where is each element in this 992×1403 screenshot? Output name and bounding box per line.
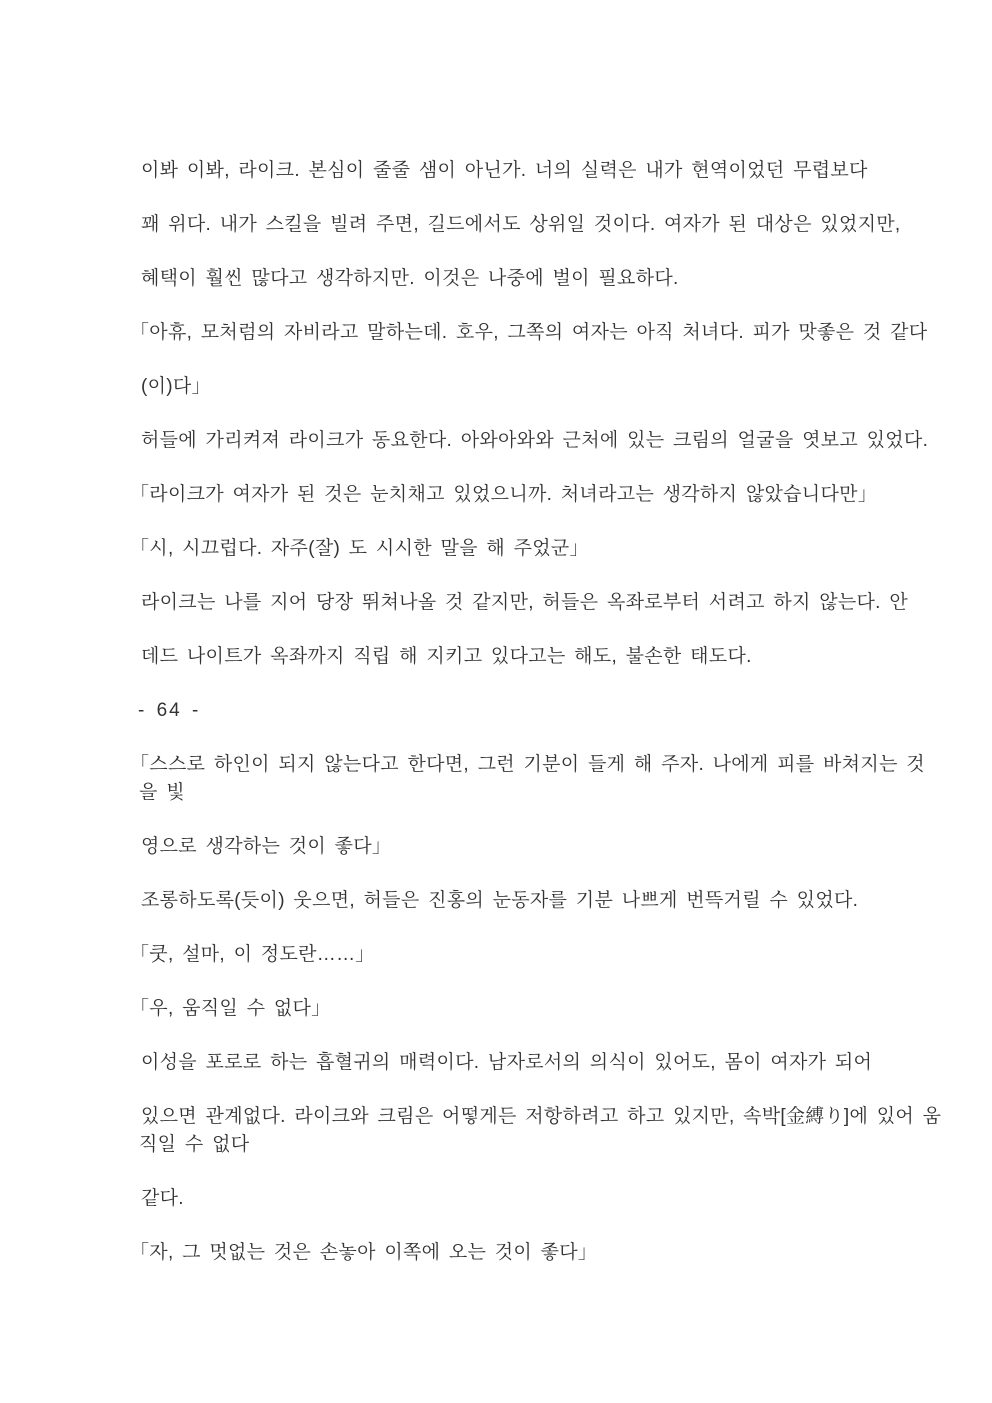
text-line: 을 빛 xyxy=(139,782,185,803)
text-line: 「라이크가 여자가 된 것은 눈치채고 있었으니까. 처녀라고는 생각하지 않았습니다만」 xyxy=(130,484,878,505)
text-line: 있으면 관계없다. 라이크와 크림은 어떻게든 저항하려고 하고 있지만, 속박[金縛り]에 있어 움 xyxy=(141,1106,942,1127)
text-line: 「우, 움직일 수 없다」 xyxy=(130,998,331,1019)
text-line: 「자, 그 멋없는 것은 손놓아 이쪽에 오는 것이 좋다」 xyxy=(130,1242,598,1263)
text-line: 조롱하도록(듯이) 웃으면, 허들은 진홍의 눈동자를 기분 나쁘게 번뜩거릴 수 있었다. xyxy=(141,890,859,911)
text-line: 「스스로 하인이 되지 않는다고 한다면, 그런 기분이 들게 해 주자. 나에게 피를 바쳐지는 것 xyxy=(130,754,925,775)
text-line: 이성을 포로로 하는 흡혈귀의 매력이다. 남자로서의 의식이 있어도, 몸이 여자가 되어 xyxy=(141,1052,873,1073)
text-line: 라이크는 나를 지어 당장 뛰쳐나올 것 같지만, 허들은 옥좌로부터 서려고 하지 않는다. 안 xyxy=(141,592,908,613)
text-line: 허들에 가리켜져 라이크가 동요한다. 아와아와와 근처에 있는 크림의 얼굴을 엿보고 있었다. xyxy=(141,430,929,451)
page-number: - 64 - xyxy=(138,700,201,721)
text-line: 꽤 위다. 내가 스킬을 빌려 주면, 길드에서도 상위일 것이다. 여자가 된 대상은 있었지만, xyxy=(141,214,901,235)
text-line: 「시, 시끄럽다. 자주(잘) 도 시시한 말을 해 주었군」 xyxy=(130,538,589,559)
text-line: 직일 수 없다 xyxy=(139,1134,250,1155)
text-line: 「쿳, 설마, 이 정도란……」 xyxy=(130,944,375,965)
text-line: 같다. xyxy=(141,1188,184,1209)
text-line: 영으로 생각하는 것이 좋다」 xyxy=(141,836,392,857)
text-line: 데드 나이트가 옥좌까지 직립 해 지키고 있다고는 해도, 불손한 태도다. xyxy=(141,646,752,667)
text-line: 「아휴, 모처럼의 자비라고 말하는데. 호우, 그쪽의 여자는 아직 처녀다. 피가 맛좋은 것 같다 xyxy=(130,322,928,343)
text-line: 혜택이 훨씬 많다고 생각하지만. 이것은 나중에 벌이 필요하다. xyxy=(141,268,679,289)
text-line: 이봐 이봐, 라이크. 본심이 줄줄 샘이 아닌가. 너의 실력은 내가 현역이었던 무렵보다 xyxy=(141,160,868,181)
text-line: (이)다」 xyxy=(141,376,211,397)
